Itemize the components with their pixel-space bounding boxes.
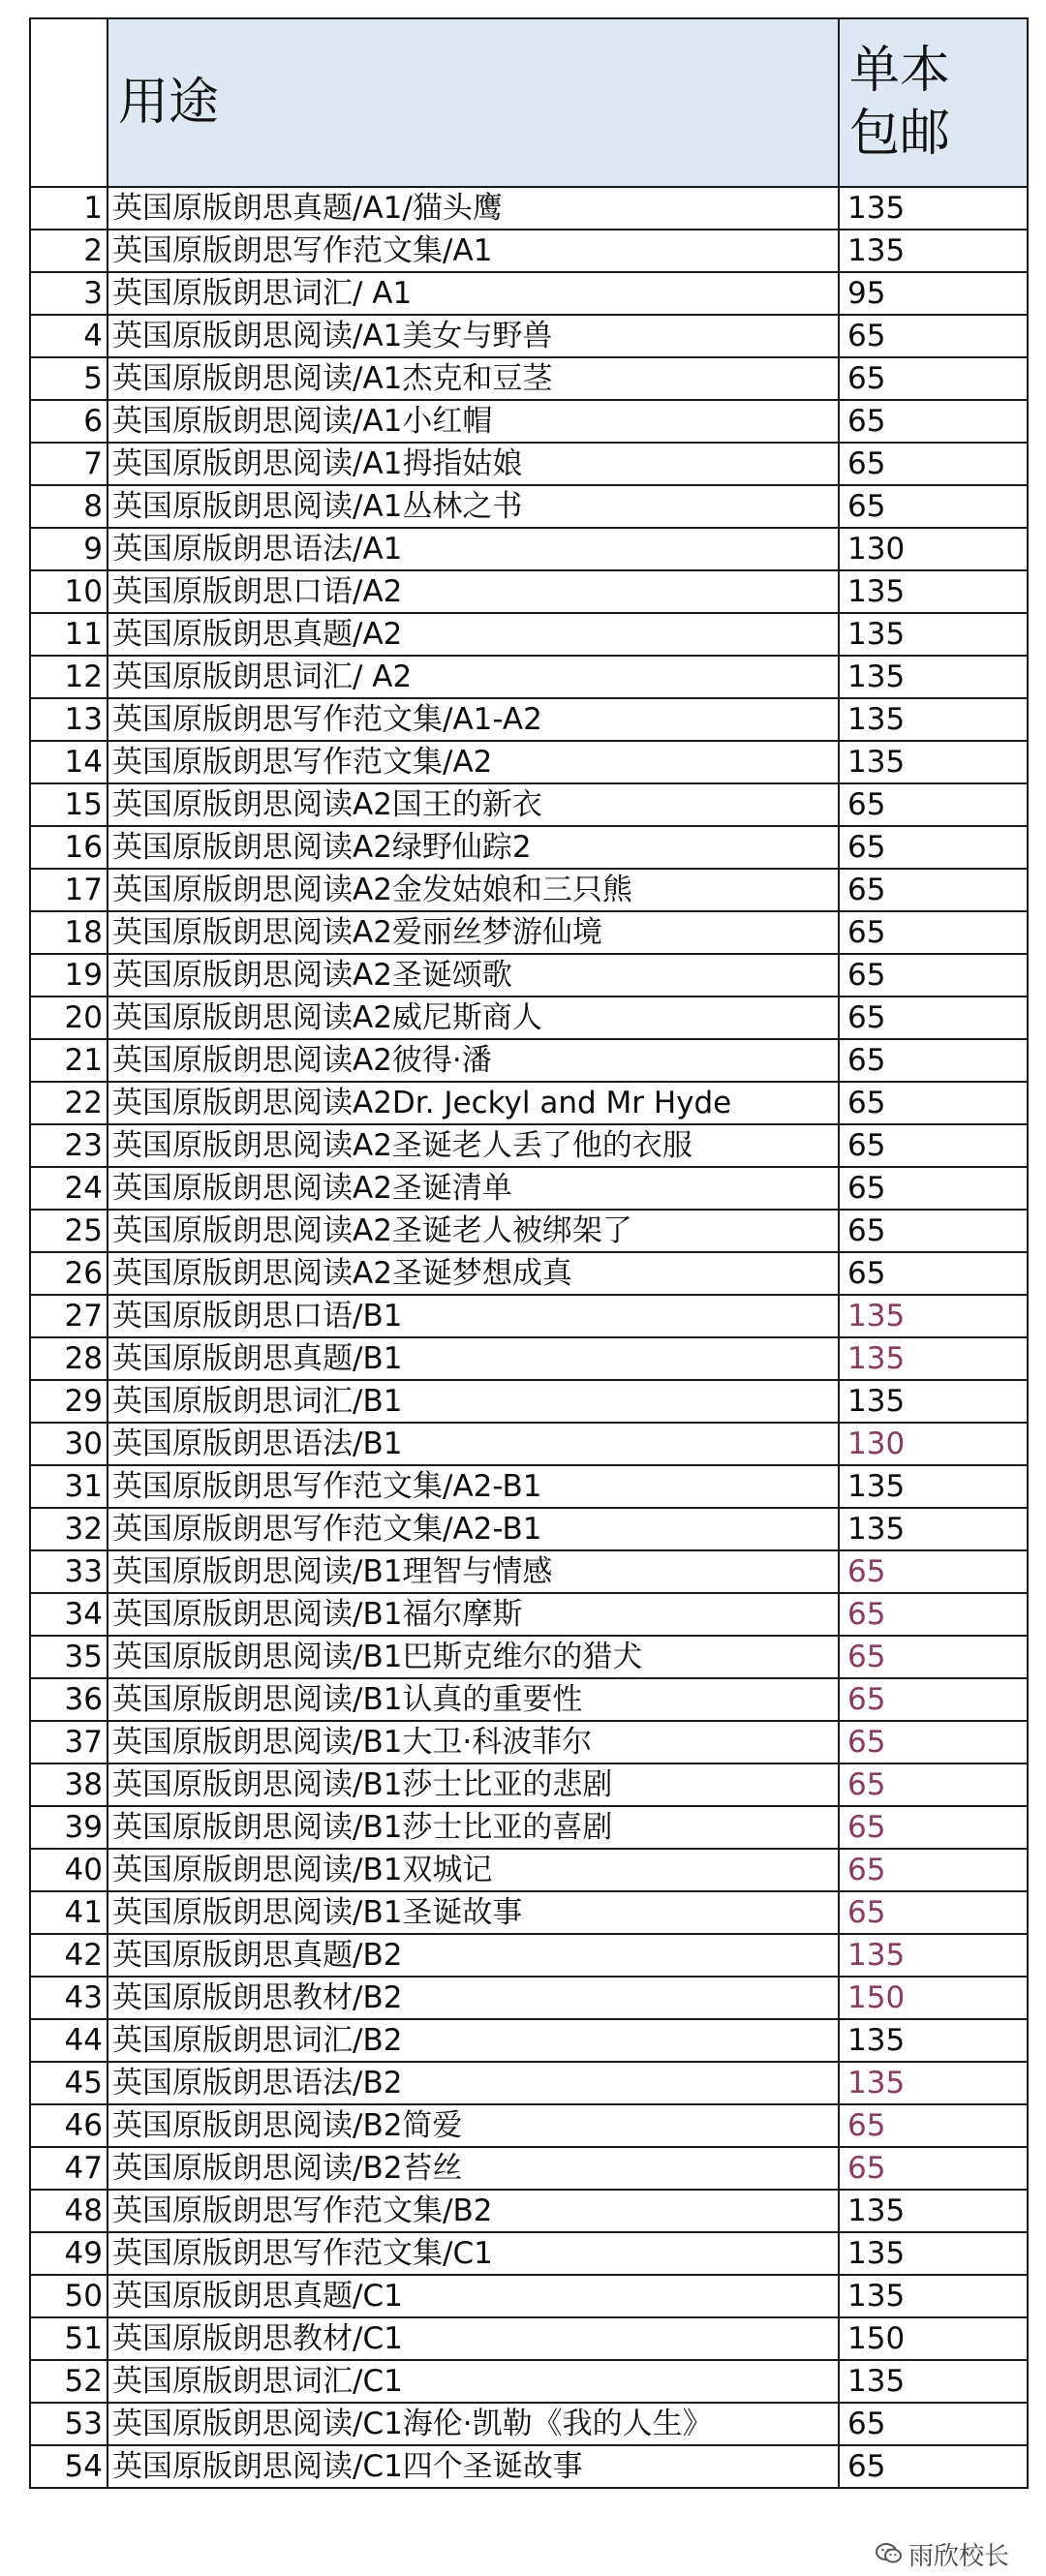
row-number-cell: 42 (30, 1934, 108, 1977)
row-name-cell: 英国原版朗思阅读/B1认真的重要性 (108, 1678, 839, 1721)
row-number-cell: 6 (30, 400, 108, 443)
row-number-cell: 54 (30, 2445, 108, 2488)
table-row (30, 826, 1028, 869)
row-name-cell: 英国原版朗思写作范文集/B2 (108, 2190, 839, 2232)
row-name-cell: 英国原版朗思阅读/B1巴斯克维尔的猎犬 (108, 1636, 839, 1678)
row-price-cell: 135 (839, 187, 1028, 230)
table-row (30, 315, 1028, 357)
row-number-cell: 29 (30, 1380, 108, 1423)
table-row (30, 2019, 1028, 2062)
row-price-cell: 135 (839, 1508, 1028, 1550)
row-name-cell: 英国原版朗思阅读/B1圣诞故事 (108, 1891, 839, 1934)
row-price-cell: 150 (839, 2317, 1028, 2360)
header-price-label: 单本包邮 (849, 42, 951, 163)
row-name-cell: 英国原版朗思阅读A2爱丽丝梦游仙境 (108, 911, 839, 954)
row-name-cell: 英国原版朗思词汇/B2 (108, 2019, 839, 2062)
table-row (30, 400, 1028, 443)
row-number-cell: 10 (30, 570, 108, 613)
row-number-cell: 8 (30, 485, 108, 528)
row-price-cell: 135 (839, 2019, 1028, 2062)
row-name-cell: 英国原版朗思写作范文集/A2-B1 (108, 1508, 839, 1550)
row-price-cell: 65 (839, 1806, 1028, 1849)
row-price-cell: 65 (839, 1721, 1028, 1763)
row-price-cell: 135 (839, 2062, 1028, 2104)
table-row (30, 2403, 1028, 2445)
table-row (30, 613, 1028, 656)
header-number-cell (30, 18, 108, 187)
row-name-cell: 英国原版朗思阅读/B1莎士比亚的悲剧 (108, 1763, 839, 1806)
row-price-cell: 65 (839, 997, 1028, 1039)
row-number-cell: 52 (30, 2360, 108, 2403)
table-row (30, 1465, 1028, 1508)
row-price-cell: 65 (839, 2104, 1028, 2147)
row-name-cell: 英国原版朗思阅读/C1海伦·凯勒《我的人生》 (108, 2403, 839, 2445)
row-number-cell: 32 (30, 1508, 108, 1550)
table-row (30, 1849, 1028, 1891)
row-name-cell: 英国原版朗思阅读/A1拇指姑娘 (108, 443, 839, 485)
table-row (30, 954, 1028, 997)
table-row (30, 698, 1028, 741)
row-number-cell: 13 (30, 698, 108, 741)
table-row (30, 1934, 1028, 1977)
table-row (30, 230, 1028, 272)
wechat-icon (876, 2542, 903, 2565)
table-row (30, 2360, 1028, 2403)
row-number-cell: 40 (30, 1849, 108, 1891)
header-name-cell: 用途 (108, 18, 839, 187)
row-name-cell: 英国原版朗思阅读A2Dr. Jeckyl and Mr Hyde (108, 1082, 839, 1124)
row-price-cell: 65 (839, 400, 1028, 443)
row-name-cell: 英国原版朗思写作范文集/A1 (108, 230, 839, 272)
row-number-cell: 50 (30, 2275, 108, 2317)
row-name-cell: 英国原版朗思阅读A2圣诞老人被绑架了 (108, 1210, 839, 1252)
row-name-cell: 英国原版朗思真题/C1 (108, 2275, 839, 2317)
row-number-cell: 44 (30, 2019, 108, 2062)
row-price-cell: 135 (839, 2190, 1028, 2232)
table-row (30, 2062, 1028, 2104)
row-price-cell: 65 (839, 485, 1028, 528)
row-name-cell: 英国原版朗思写作范文集/C1 (108, 2232, 839, 2275)
table-row (30, 272, 1028, 315)
row-price-cell: 135 (839, 1934, 1028, 1977)
table-row (30, 1806, 1028, 1849)
row-name-cell: 英国原版朗思阅读/A1小红帽 (108, 400, 839, 443)
row-name-cell: 英国原版朗思阅读A2圣诞颂歌 (108, 954, 839, 997)
table-row (30, 1252, 1028, 1295)
row-price-cell: 135 (839, 613, 1028, 656)
row-number-cell: 30 (30, 1423, 108, 1465)
row-number-cell: 25 (30, 1210, 108, 1252)
table-row (30, 1082, 1028, 1124)
row-name-cell: 英国原版朗思语法/B1 (108, 1423, 839, 1465)
row-number-cell: 23 (30, 1124, 108, 1167)
row-price-cell: 135 (839, 741, 1028, 783)
row-price-cell: 65 (839, 2445, 1028, 2488)
table-row (30, 783, 1028, 826)
row-number-cell: 31 (30, 1465, 108, 1508)
table-row (30, 1380, 1028, 1423)
table-header-row (30, 18, 1028, 187)
row-name-cell: 英国原版朗思阅读/B1大卫·科波菲尔 (108, 1721, 839, 1763)
row-number-cell: 37 (30, 1721, 108, 1763)
row-number-cell: 22 (30, 1082, 108, 1124)
row-price-cell: 65 (839, 1039, 1028, 1082)
row-number-cell: 28 (30, 1337, 108, 1380)
row-number-cell: 27 (30, 1295, 108, 1337)
row-number-cell: 7 (30, 443, 108, 485)
row-number-cell: 9 (30, 528, 108, 570)
row-number-cell: 53 (30, 2403, 108, 2445)
table-row (30, 2147, 1028, 2190)
row-name-cell: 英国原版朗思阅读/B1福尔摩斯 (108, 1593, 839, 1636)
row-price-cell: 135 (839, 1295, 1028, 1337)
row-price-cell: 65 (839, 443, 1028, 485)
row-number-cell: 17 (30, 869, 108, 911)
table-row (30, 2190, 1028, 2232)
row-price-cell: 65 (839, 1167, 1028, 1210)
row-price-cell: 135 (839, 698, 1028, 741)
watermark (870, 2537, 1015, 2570)
table-row (30, 1167, 1028, 1210)
row-name-cell: 英国原版朗思阅读/C1四个圣诞故事 (108, 2445, 839, 2488)
row-name-cell: 英国原版朗思真题/B1 (108, 1337, 839, 1380)
row-name-cell: 英国原版朗思阅读/B1理智与情感 (108, 1550, 839, 1593)
row-price-cell: 65 (839, 783, 1028, 826)
table-row (30, 485, 1028, 528)
row-name-cell: 英国原版朗思阅读A2绿野仙踪2 (108, 826, 839, 869)
row-price-cell: 65 (839, 1849, 1028, 1891)
row-price-cell: 65 (839, 1550, 1028, 1593)
row-price-cell: 65 (839, 826, 1028, 869)
row-name-cell: 英国原版朗思语法/B2 (108, 2062, 839, 2104)
row-name-cell: 英国原版朗思真题/B2 (108, 1934, 839, 1977)
row-name-cell: 英国原版朗思写作范文集/A2 (108, 741, 839, 783)
table-row (30, 1891, 1028, 1934)
row-number-cell: 12 (30, 656, 108, 698)
row-price-cell: 135 (839, 2275, 1028, 2317)
row-name-cell: 英国原版朗思语法/A1 (108, 528, 839, 570)
row-number-cell: 33 (30, 1550, 108, 1593)
row-number-cell: 38 (30, 1763, 108, 1806)
row-name-cell: 英国原版朗思教材/B2 (108, 1977, 839, 2019)
table-row (30, 528, 1028, 570)
row-number-cell: 41 (30, 1891, 108, 1934)
row-name-cell: 英国原版朗思写作范文集/A2-B1 (108, 1465, 839, 1508)
row-name-cell: 英国原版朗思阅读A2彼得·潘 (108, 1039, 839, 1082)
row-price-cell: 135 (839, 230, 1028, 272)
row-number-cell: 48 (30, 2190, 108, 2232)
row-name-cell: 英国原版朗思阅读A2国王的新衣 (108, 783, 839, 826)
row-price-cell: 135 (839, 1337, 1028, 1380)
table-row (30, 2445, 1028, 2488)
row-price-cell: 135 (839, 1465, 1028, 1508)
row-name-cell: 英国原版朗思词汇/ A1 (108, 272, 839, 315)
row-price-cell: 65 (839, 1082, 1028, 1124)
table-row (30, 2275, 1028, 2317)
row-number-cell: 1 (30, 187, 108, 230)
watermark-text: 雨欣校长 (908, 2541, 1010, 2571)
row-price-cell: 65 (839, 954, 1028, 997)
row-name-cell: 英国原版朗思阅读/B2简爱 (108, 2104, 839, 2147)
row-name-cell: 英国原版朗思阅读A2圣诞老人丢了他的衣服 (108, 1124, 839, 1167)
row-price-cell: 65 (839, 1636, 1028, 1678)
row-number-cell: 46 (30, 2104, 108, 2147)
row-price-cell: 65 (839, 1891, 1028, 1934)
row-name-cell: 英国原版朗思阅读/A1美女与野兽 (108, 315, 839, 357)
row-price-cell: 135 (839, 570, 1028, 613)
row-name-cell: 英国原版朗思阅读/B1莎士比亚的喜剧 (108, 1806, 839, 1849)
row-price-cell: 150 (839, 1977, 1028, 2019)
table-row (30, 1678, 1028, 1721)
table-row (30, 187, 1028, 230)
row-name-cell: 英国原版朗思词汇/C1 (108, 2360, 839, 2403)
row-name-cell: 英国原版朗思阅读/B1双城记 (108, 1849, 839, 1891)
row-number-cell: 11 (30, 613, 108, 656)
row-price-cell: 130 (839, 1423, 1028, 1465)
row-price-cell: 130 (839, 528, 1028, 570)
table-row (30, 1337, 1028, 1380)
table-row (30, 357, 1028, 400)
row-name-cell: 英国原版朗思口语/A2 (108, 570, 839, 613)
row-number-cell: 43 (30, 1977, 108, 2019)
table-body (30, 187, 1028, 2488)
row-number-cell: 49 (30, 2232, 108, 2275)
row-name-cell: 英国原版朗思写作范文集/A1-A2 (108, 698, 839, 741)
row-name-cell: 英国原版朗思阅读/B2苔丝 (108, 2147, 839, 2190)
row-number-cell: 14 (30, 741, 108, 783)
row-price-cell: 65 (839, 1252, 1028, 1295)
row-name-cell: 英国原版朗思真题/A1/猫头鹰 (108, 187, 839, 230)
row-number-cell: 34 (30, 1593, 108, 1636)
table-row (30, 1124, 1028, 1167)
row-number-cell: 47 (30, 2147, 108, 2190)
row-number-cell: 20 (30, 997, 108, 1039)
row-name-cell: 英国原版朗思教材/C1 (108, 2317, 839, 2360)
table-row (30, 1636, 1028, 1678)
row-price-cell: 135 (839, 2232, 1028, 2275)
table-row (30, 2104, 1028, 2147)
row-number-cell: 45 (30, 2062, 108, 2104)
table-row (30, 1721, 1028, 1763)
row-number-cell: 21 (30, 1039, 108, 1082)
table-row (30, 2232, 1028, 2275)
row-price-cell: 65 (839, 357, 1028, 400)
row-number-cell: 18 (30, 911, 108, 954)
table-row (30, 570, 1028, 613)
table-row (30, 1210, 1028, 1252)
row-number-cell: 39 (30, 1806, 108, 1849)
row-price-cell: 65 (839, 869, 1028, 911)
row-price-cell: 65 (839, 315, 1028, 357)
row-price-cell: 65 (839, 2147, 1028, 2190)
table-row (30, 1550, 1028, 1593)
row-number-cell: 16 (30, 826, 108, 869)
row-price-cell: 65 (839, 1678, 1028, 1721)
row-price-cell: 65 (839, 2403, 1028, 2445)
header-price-cell (839, 18, 1028, 187)
table-row (30, 2317, 1028, 2360)
row-number-cell: 4 (30, 315, 108, 357)
row-name-cell: 英国原版朗思阅读A2圣诞清单 (108, 1167, 839, 1210)
row-name-cell: 英国原版朗思阅读A2金发姑娘和三只熊 (108, 869, 839, 911)
table-row (30, 911, 1028, 954)
table-row (30, 443, 1028, 485)
row-price-cell: 65 (839, 1593, 1028, 1636)
row-number-cell: 5 (30, 357, 108, 400)
row-price-cell: 135 (839, 1380, 1028, 1423)
table-row (30, 1593, 1028, 1636)
table-row (30, 1423, 1028, 1465)
row-number-cell: 3 (30, 272, 108, 315)
row-name-cell: 英国原版朗思口语/B1 (108, 1295, 839, 1337)
row-number-cell: 19 (30, 954, 108, 997)
row-name-cell: 英国原版朗思阅读/A1丛林之书 (108, 485, 839, 528)
table-row (30, 997, 1028, 1039)
table-row (30, 1508, 1028, 1550)
row-number-cell: 51 (30, 2317, 108, 2360)
row-name-cell: 英国原版朗思阅读A2威尼斯商人 (108, 997, 839, 1039)
row-number-cell: 35 (30, 1636, 108, 1678)
row-price-cell: 95 (839, 272, 1028, 315)
row-name-cell: 英国原版朗思真题/A2 (108, 613, 839, 656)
row-name-cell: 英国原版朗思词汇/B1 (108, 1380, 839, 1423)
row-name-cell: 英国原版朗思词汇/ A2 (108, 656, 839, 698)
table-row (30, 869, 1028, 911)
table-row (30, 741, 1028, 783)
row-price-cell: 135 (839, 2360, 1028, 2403)
row-price-cell: 65 (839, 1763, 1028, 1806)
price-table (29, 17, 1029, 2489)
row-number-cell: 2 (30, 230, 108, 272)
row-price-cell: 135 (839, 656, 1028, 698)
table-row (30, 1763, 1028, 1806)
row-number-cell: 36 (30, 1678, 108, 1721)
row-price-cell: 65 (839, 1210, 1028, 1252)
row-price-cell: 65 (839, 911, 1028, 954)
table-row (30, 1977, 1028, 2019)
row-price-cell: 65 (839, 1124, 1028, 1167)
table-row (30, 1295, 1028, 1337)
row-name-cell: 英国原版朗思阅读A2圣诞梦想成真 (108, 1252, 839, 1295)
table-row (30, 1039, 1028, 1082)
row-number-cell: 15 (30, 783, 108, 826)
row-number-cell: 24 (30, 1167, 108, 1210)
row-number-cell: 26 (30, 1252, 108, 1295)
table-row (30, 656, 1028, 698)
row-name-cell: 英国原版朗思阅读/A1杰克和豆茎 (108, 357, 839, 400)
